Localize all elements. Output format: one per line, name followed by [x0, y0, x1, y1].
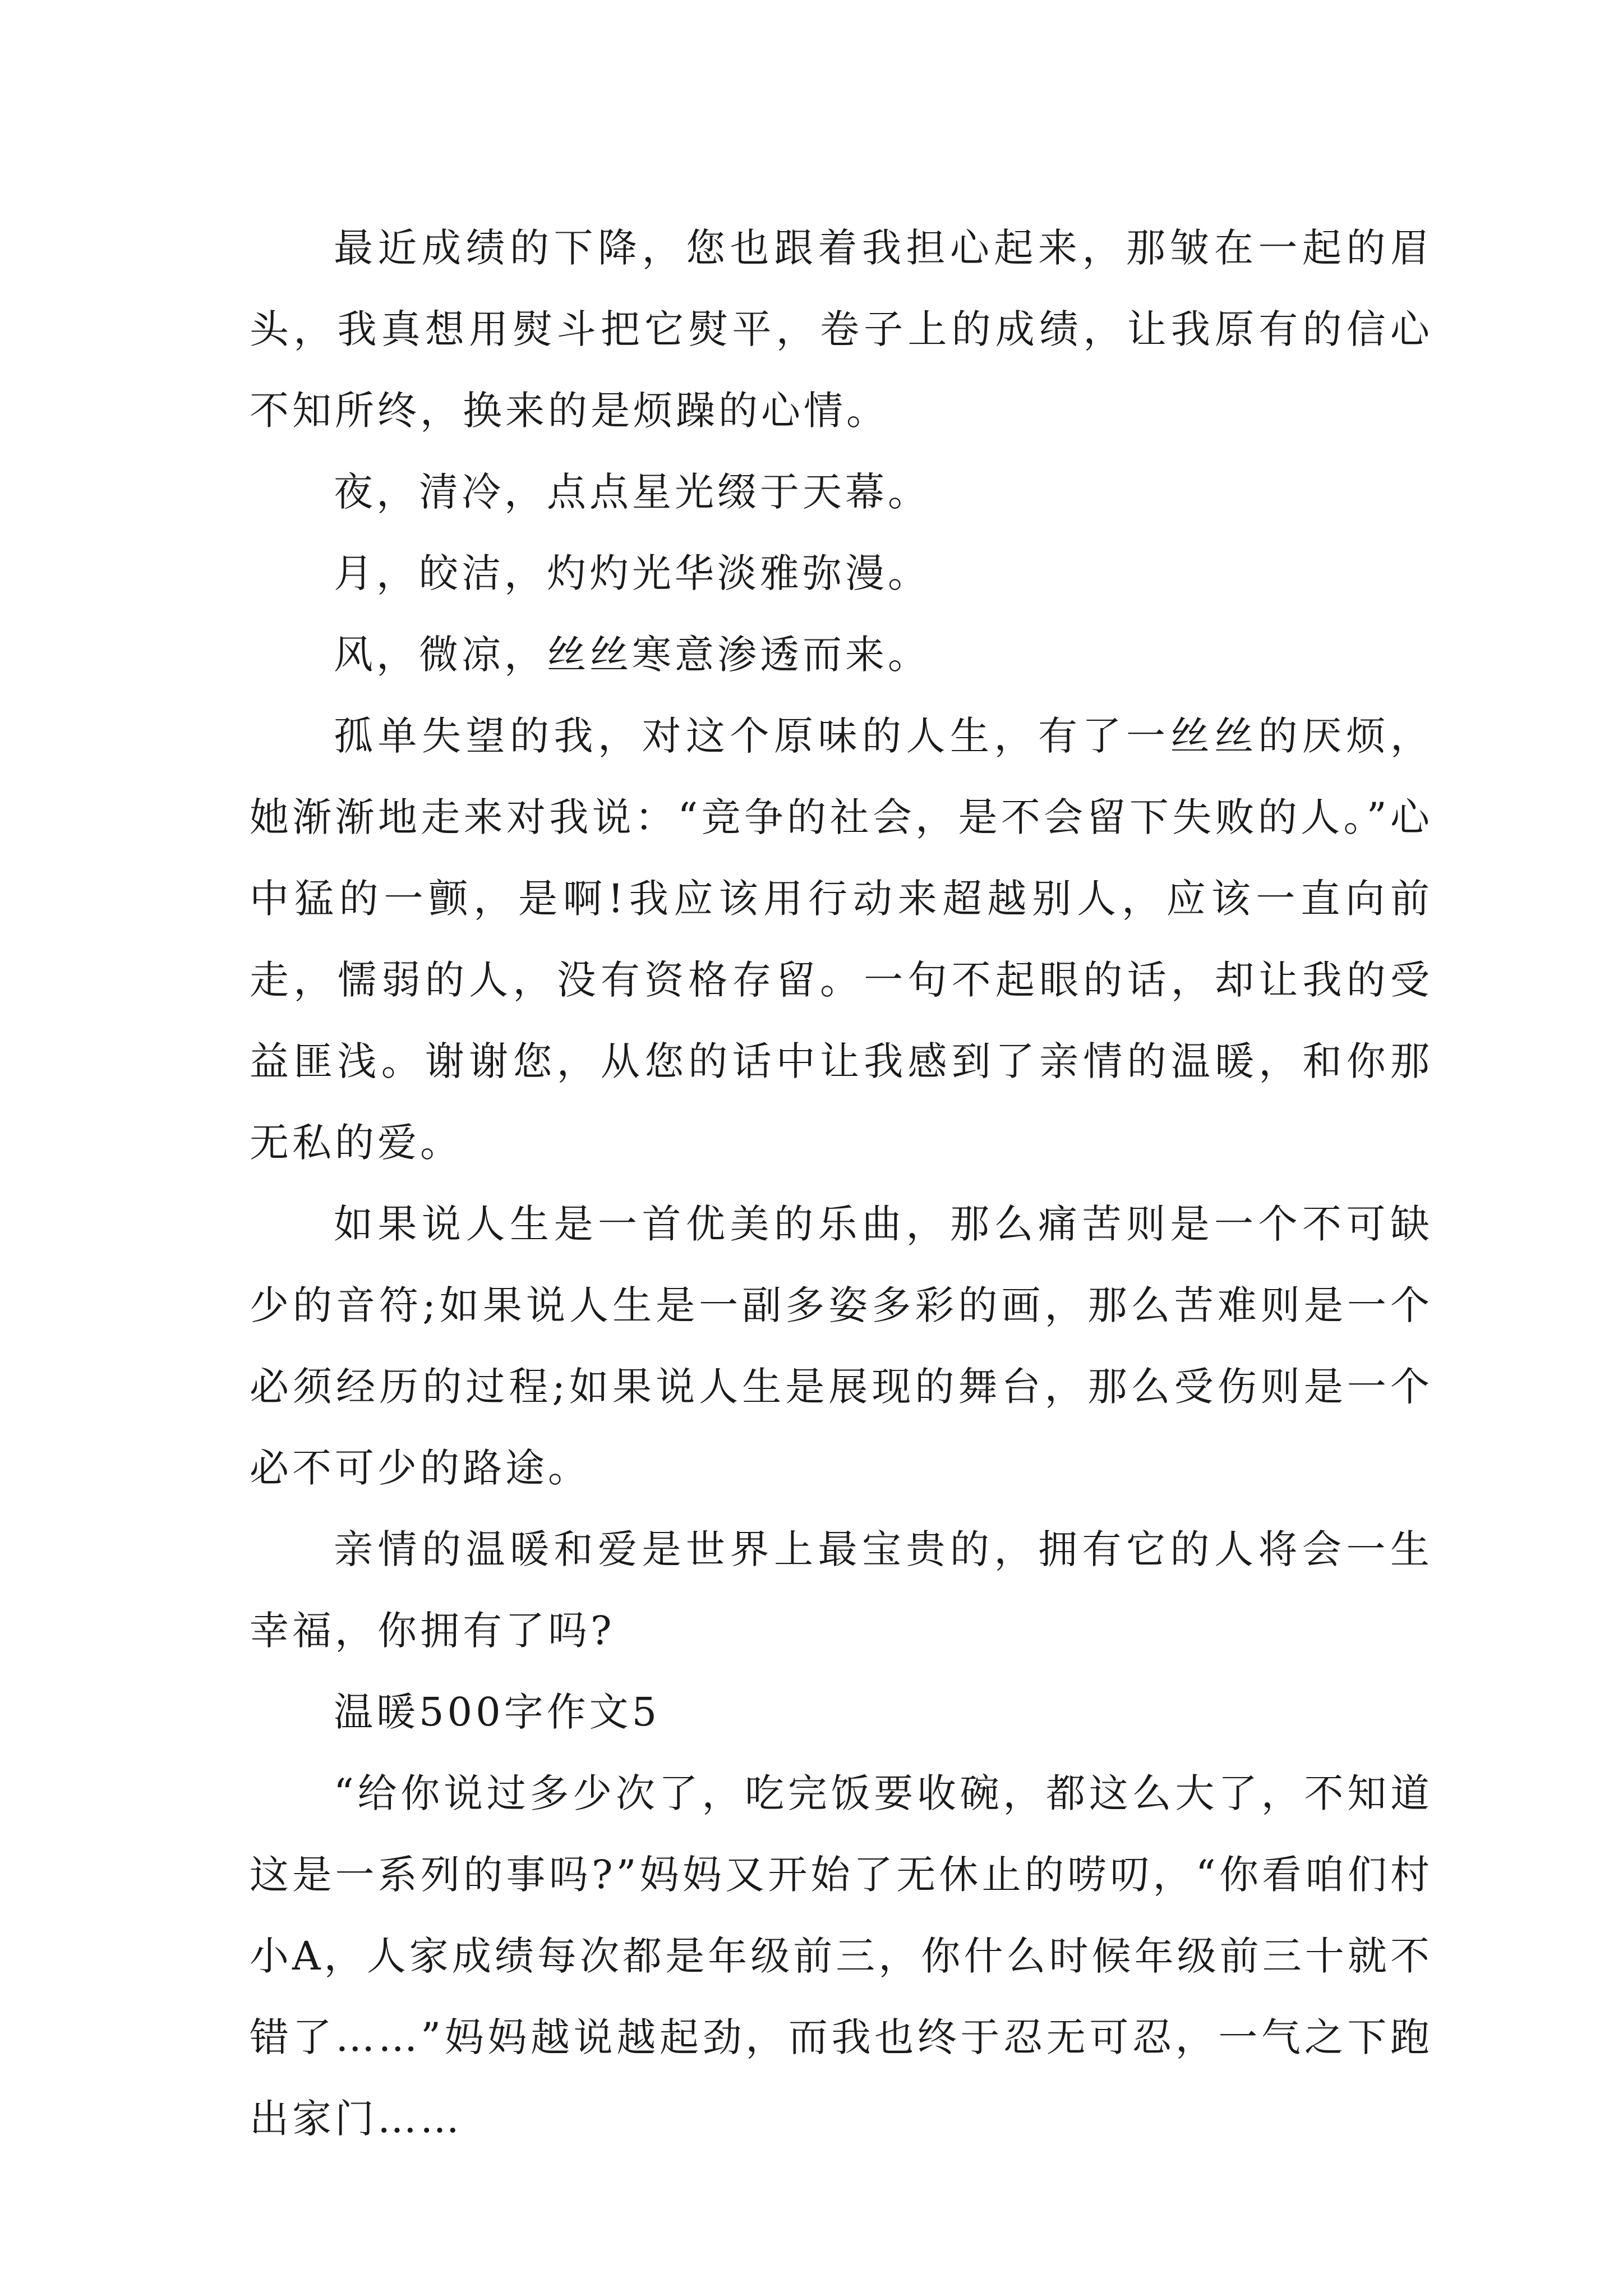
paragraph-lonely: 孤单失望的我，对这个原味的人生，有了一丝丝的厌烦，她渐渐地走来对我说：“竞争的社会，是不会留下失败的人。”心中猛的一颤，是啊!我应该用行动来超越别人，应该一直向前走，懦弱的人，没有资格存留。一句不起眼的话，却让我的受益匪浅。谢谢您，从您的话中让我感到了亲情的温暖，和你那无私的爱。	[250, 713, 1433, 1166]
section-heading: 温暖500字作文5	[334, 1689, 661, 1735]
paragraph-wind: 风，微凉，丝丝寒意渗透而来。	[334, 632, 930, 678]
paragraph-night: 夜，清冷，点点星光缀于天幕。	[334, 469, 930, 515]
paragraph-family-warmth: 亲情的温暖和爱是世界上最宝贵的，拥有它的人将会一生幸福，你拥有了吗?	[250, 1526, 1433, 1654]
paragraph-life-metaphor: 如果说人生是一首优美的乐曲，那么痛苦则是一个不可缺少的音符;如果说人生是一副多姿多彩的画，那么苦难则是一个必须经历的过程;如果说人生是展现的舞台，那么受伤则是一个必不可少的路途。	[250, 1201, 1433, 1491]
paragraph-1: 最近成绩的下降，您也跟着我担心起来，那皱在一起的眉头，我真想用熨斗把它熨平，卷子上的成绩，让我原有的信心不知所终，换来的是烦躁的心情。	[250, 225, 1433, 434]
paragraph-moon: 月，皎洁，灼灼光华淡雅弥漫。	[334, 550, 930, 596]
document-body	[250, 208, 1433, 2160]
paragraph-mother-nagging: “给你说过多少次了，吃完饭要收碗，都这么大了，不知道这是一系列的事吗?”妈妈又开始了无休止的唠叨，“你看咱们村小A，人家成绩每次都是年级前三，你什么时候年级前三十就不错了……”妈妈越说越起劲，而我也终于忍无可忍，一气之下跑出家门……	[250, 1770, 1433, 2142]
